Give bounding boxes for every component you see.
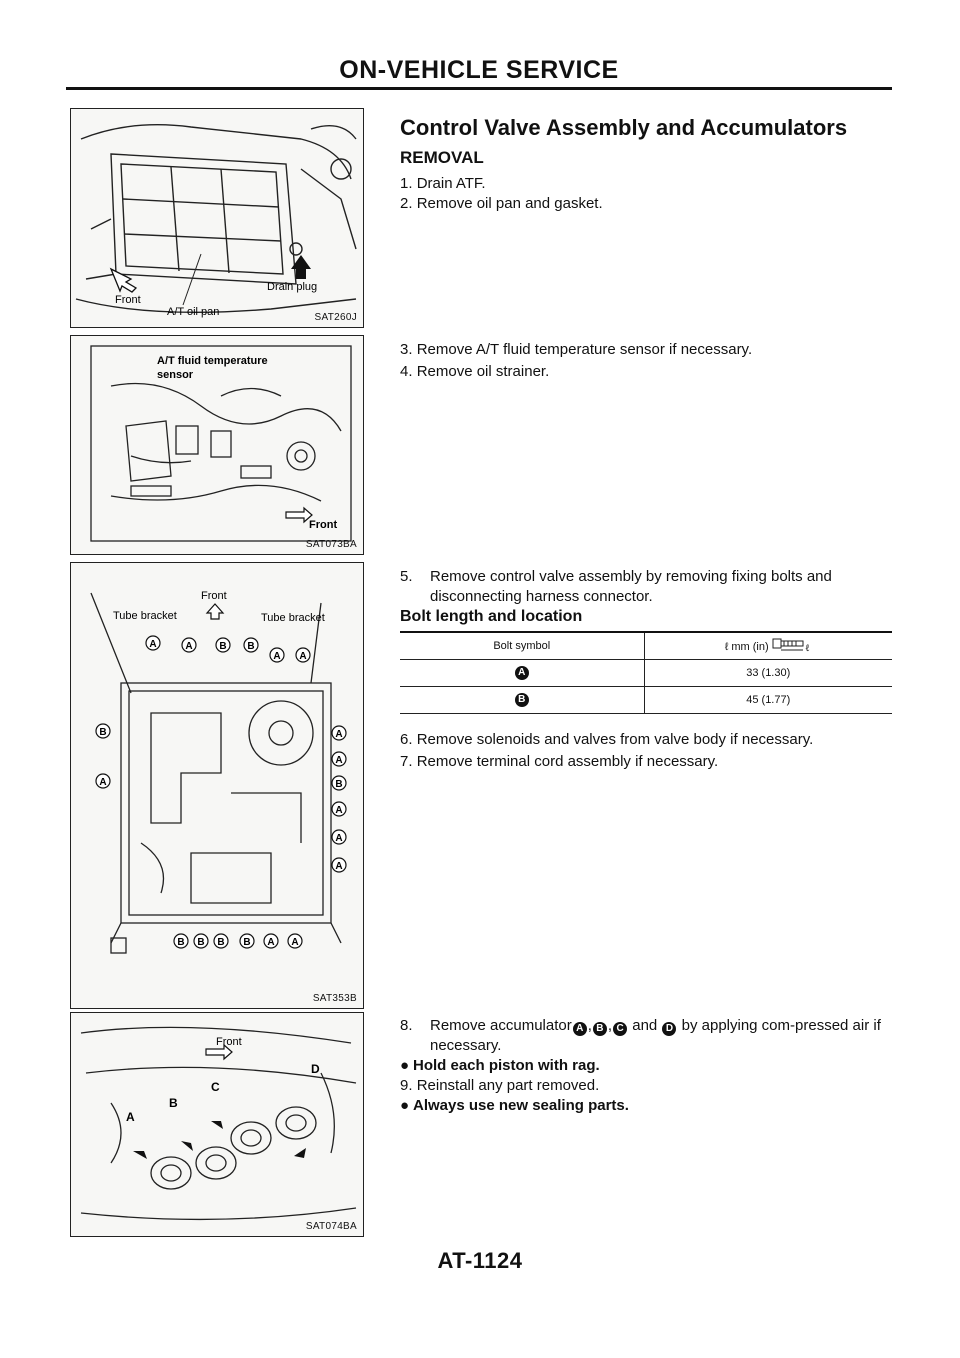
figure-id: SAT073BA [305,539,357,550]
page-header-title: ON-VEHICLE SERVICE [339,56,619,84]
step-9 [400,1076,892,1096]
step-6 [400,730,892,750]
step-text: Remove A/T fluid temperature sensor if necessary. [416,341,753,358]
control-valve-illustration [71,563,364,1009]
step-text: Reinstall any part removed. [416,1077,600,1094]
separator: , [587,1017,592,1034]
table-row [400,659,892,686]
bolt-symbol-badge: B [515,693,529,707]
bolt-callout-label: B [247,641,255,652]
step-text: by applying com-pressed air if necessary. [430,1017,881,1054]
step-number: 2. [400,195,413,212]
accumulator-illustration [71,1013,364,1237]
bolt-symbol-cell [400,686,644,713]
bolt-callout-label: B [243,937,251,948]
bolt-callout-label: A [149,639,157,650]
bolt-callout-label: A [335,729,343,740]
bolt-callout-label: B [217,937,225,948]
accumulator-badge-d: D [662,1022,676,1036]
step-8 [400,1016,892,1056]
fig1-front-label: Front [115,294,141,306]
sensor-illustration [71,336,364,555]
step-text: Remove accumulator [430,1017,572,1034]
step-number: 6. [400,730,413,748]
step-3 [400,340,892,360]
front-arrow-icon [111,269,136,292]
bullet-icon: ● [400,1097,410,1114]
fig1-pan-label: A/T oil pan [167,306,220,318]
bullet-icon: ● [400,1057,410,1074]
page-number: AT-1124 [437,1248,523,1273]
page-header [66,54,892,90]
caution-bullet-1 [400,1056,892,1076]
header-length-text: ℓ mm (in) [724,641,769,654]
fig2-sensor-label-1: A/T fluid temperature [157,355,268,367]
accumulator-badge-a: A [573,1022,587,1036]
bolt-length-cell: 45 (1.77) [644,686,892,713]
step-1 [400,174,892,194]
accumulator-label-c: C [211,1080,220,1094]
bolt-symbol-cell [400,659,644,686]
bolt-callout-label: A [299,651,307,662]
figure-control-valve-bolts [70,562,364,1009]
accumulator-steps [400,1016,892,1116]
step-text: Remove terminal cord assembly if necessary. [416,752,719,770]
bolt-callout-label: B [177,937,185,948]
bolt-callout-label: A [267,937,275,948]
step-text: Remove control valve assembly by removing fixing bolts and disconnecting harness connector. [430,568,832,605]
figure-id: SAT353B [312,993,357,1004]
step-number: 3. [400,341,413,358]
bolt-callout-label: B [99,727,107,738]
bolt-callout-label: B [219,641,227,652]
bullet-text: Always use new sealing parts. [413,1097,629,1114]
figure-oil-pan [70,108,364,328]
bolt-length-cell: 33 (1.30) [644,659,892,686]
bolt-callout-label: A [99,777,107,788]
step-number: 1. [400,175,413,192]
accumulator-badge-c: C [613,1022,627,1036]
header-length [644,632,892,659]
bolt-callout-label: A [335,805,343,816]
step-text: Remove oil pan and gasket. [416,195,603,212]
bolt-table-title: Bolt length and location [400,608,583,625]
svg-text:ℓ: ℓ [804,643,810,653]
fig3-tube-left-label: Tube bracket [113,610,177,622]
step-number: 4. [400,363,413,380]
fig3-front-label: Front [201,590,227,602]
removal-intro [400,114,892,214]
fig2-sensor-label-2: sensor [157,369,194,381]
header-rule [66,87,892,90]
step-text: and [632,1017,658,1034]
step-text: Remove oil strainer. [416,363,550,380]
oil-pan-illustration [71,109,364,328]
separator: , [607,1017,613,1034]
accumulator-badge-b: B [593,1022,607,1036]
figure-accumulators [70,1012,364,1237]
step-5 [400,567,892,607]
step-number: 5. [400,568,413,585]
figure-temperature-sensor [70,335,364,555]
accumulator-label-b: B [169,1096,178,1110]
control-valve-steps [400,567,892,772]
bolt-callout-label: A [291,937,299,948]
step-number: 8. [400,1017,413,1034]
bolt-callout-label: A [185,641,193,652]
step-4 [400,362,892,382]
fig4-front-label: Front [216,1036,242,1048]
caution-bullet-2 [400,1096,892,1116]
table-row [400,686,892,713]
fig1-drain-label: Drain plug [267,281,318,293]
step-text: Remove solenoids and valves from valve body if necessary. [416,730,814,748]
fig3-tube-right-label: Tube bracket [261,612,325,624]
step-number: 9. [400,1077,413,1094]
section-subtitle: REMOVAL [400,148,484,167]
accumulator-label-a: A [126,1110,135,1124]
figure-id: SAT260J [314,312,357,323]
bullet-text: Hold each piston with rag. [413,1057,600,1074]
accumulator-label-d: D [311,1062,320,1076]
step-2 [400,194,892,214]
bolt-length-table [400,631,892,714]
bolt-callout-label: B [197,937,205,948]
accumulator-arrows [133,1121,306,1159]
bolt-callout-label: A [335,755,343,766]
bolt-length-icon [772,638,812,652]
step-text: Drain ATF. [416,175,486,192]
fig2-front-label: Front [309,519,338,531]
bolt-callout-label: A [335,861,343,872]
bolt-callout-label: B [335,779,343,790]
bolt-callout-label: A [273,651,281,662]
bolt-callout-label: A [335,833,343,844]
step-7 [400,752,892,772]
section-title: Control Valve Assembly and Accumulators [400,115,848,140]
figure-id: SAT074BA [305,1221,357,1232]
sensor-steps [400,340,892,382]
front-arrow-icon [207,604,223,619]
step-number: 7. [400,752,413,770]
table-header-row [400,632,892,659]
bolt-symbol-badge: A [515,666,529,680]
header-bolt-symbol: Bolt symbol [400,632,644,659]
